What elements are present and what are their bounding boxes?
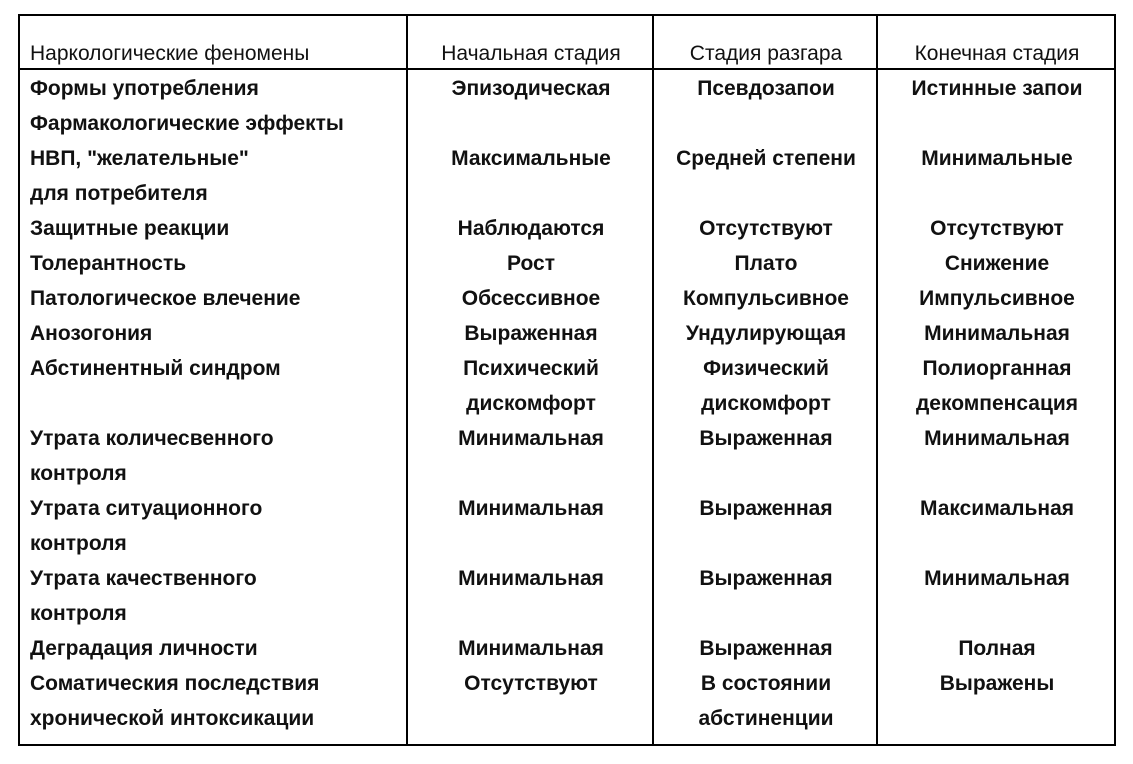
initial-stage-value: Рост — [507, 252, 555, 275]
final-stage-value: Отсутствуют — [930, 217, 1064, 240]
final-stage-value: Импульсивное — [919, 287, 1075, 310]
final-stage-value: Полная — [958, 637, 1036, 660]
peak-stage-value: Выраженная — [699, 567, 833, 590]
final-stage-value: Снижение — [944, 252, 1050, 275]
initial-stage-value: Наблюдаются — [457, 217, 605, 240]
final-stage-value: Истинные запои — [911, 77, 1083, 100]
column-divider — [406, 16, 408, 744]
phenomenon-label: Утрата количесвенного контроля — [30, 427, 274, 485]
column-divider — [652, 16, 654, 744]
peak-stage-value: В состоянии абстиненции — [698, 672, 834, 730]
header-final-stage: Конечная стадия — [914, 42, 1080, 65]
phenomenon-label: Фармакологические эффекты НВП, "желательные" для потребителя — [30, 112, 344, 205]
final-stage-value: Минимальная — [924, 427, 1070, 450]
initial-stage-value: Обсессивное — [461, 287, 601, 310]
stages-table — [18, 14, 1116, 746]
peak-stage-value: Псевдозапои — [697, 77, 835, 100]
phenomenon-label: Абстинентный синдром — [30, 357, 281, 380]
peak-stage-value: Выраженная — [699, 497, 833, 520]
column-divider — [876, 16, 878, 744]
peak-stage-value: Компульсивное — [683, 287, 849, 310]
header-initial-stage: Начальная стадия — [441, 42, 621, 65]
phenomenon-label: Формы употребления — [30, 77, 259, 100]
initial-stage-value: Эпизодическая — [451, 77, 611, 100]
peak-stage-value: Плато — [734, 252, 798, 275]
peak-stage-value: Выраженная — [699, 637, 833, 660]
peak-stage-value: Ундулирующая — [685, 322, 847, 345]
initial-stage-value: Выраженная — [464, 322, 598, 345]
final-stage-value: Выражены — [939, 672, 1055, 695]
phenomenon-label: Утрата ситуационного контроля — [30, 497, 263, 555]
phenomenon-label: Деградация личности — [30, 637, 258, 660]
final-stage-value: Минимальные — [921, 147, 1073, 170]
final-stage-value: Минимальная — [924, 322, 1070, 345]
initial-stage-value: Минимальная — [458, 427, 604, 450]
final-stage-value: Максимальная — [919, 497, 1075, 520]
phenomenon-label: Патологическое влечение — [30, 287, 301, 310]
header-peak-stage: Стадия разгара — [689, 42, 843, 65]
phenomenon-label: Защитные реакции — [30, 217, 230, 240]
phenomenon-label: Анозогония — [30, 322, 153, 345]
initial-stage-value: Минимальная — [458, 567, 604, 590]
initial-stage-value: Максимальные — [451, 147, 611, 170]
phenomenon-label: Утрата качественного контроля — [30, 567, 257, 625]
initial-stage-value: Отсутствуют — [464, 672, 598, 695]
final-stage-value: Полиорганная декомпенсация — [915, 357, 1079, 415]
phenomenon-label: Толерантность — [30, 252, 187, 275]
final-stage-value: Минимальная — [924, 567, 1070, 590]
peak-stage-value: Выраженная — [699, 427, 833, 450]
peak-stage-value: Физический дискомфорт — [701, 357, 831, 415]
initial-stage-value: Психический дискомфорт — [463, 357, 599, 415]
phenomenon-label: Соматическия последствия хронической интоксикации — [30, 672, 320, 730]
initial-stage-value: Минимальная — [458, 637, 604, 660]
peak-stage-value: Отсутствуют — [699, 217, 833, 240]
header-phenomena: Наркологические феномены — [30, 42, 310, 65]
peak-stage-value: Средней степени — [676, 147, 856, 170]
initial-stage-value: Минимальная — [458, 497, 604, 520]
